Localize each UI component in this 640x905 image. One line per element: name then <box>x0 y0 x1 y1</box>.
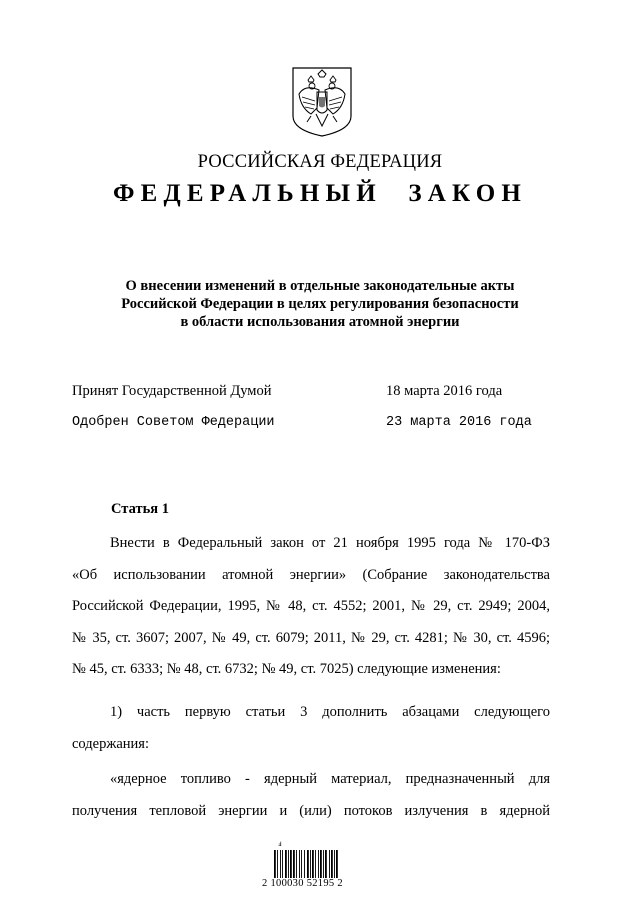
paragraph-line: «Об использовании атомной энергии» (Собрание законодательства <box>72 566 550 583</box>
article-paragraph-3 <box>72 764 550 827</box>
paragraph-line: получения тепловой энергии и (или) потоков излучения в ядерной <box>72 802 550 819</box>
paragraph-line: содержания: <box>72 735 150 752</box>
document-type: ФЕДЕРАЛЬНЫЙ ЗАКОН <box>112 180 528 207</box>
paragraph-line: Внести в Федеральный закон от 21 ноября 1995 года № 170-ФЗ <box>110 535 550 551</box>
barcode-number: 2 100030 52195 2 <box>262 878 343 889</box>
law-title-line-2: Российской Федерации в целях регулирования безопасности <box>121 296 519 312</box>
article-paragraph-2 <box>72 697 550 760</box>
article-paragraph-1 <box>72 528 550 686</box>
duma-adoption-date: 18 марта 2016 года <box>386 383 503 399</box>
coat-of-arms-emblem <box>289 64 355 138</box>
council-approval-label: Одобрен Советом Федерации <box>72 415 275 430</box>
council-approval-date: 23 марта 2016 года <box>386 415 532 430</box>
duma-adoption-label: Принят Государственной Думой <box>72 383 272 399</box>
paragraph-line: «ядерное топливо - ядерный материал, предназначенный для <box>110 771 550 787</box>
law-title-line-1: О внесении изменений в отдельные законодательные акты <box>125 278 515 294</box>
svg-text:Ⅎ: Ⅎ <box>278 842 282 848</box>
law-title <box>60 277 580 331</box>
barcode-icon <box>258 840 378 900</box>
law-title-line-3: в области использования атомной энергии <box>180 314 460 330</box>
article-heading: Статья 1 <box>111 501 169 517</box>
paragraph-line: 1) часть первую статьи 3 дополнить абзацами следующего <box>110 704 550 720</box>
country-name: РОССИЙСКАЯ ФЕДЕРАЦИЯ <box>197 152 443 172</box>
paragraph-line: № 35, ст. 3607; 2007, № 49, ст. 6079; 2011, № 29, ст. 4281; № 30, ст. 4596; <box>72 629 550 646</box>
paragraph-line: Российской Федерации, 1995, № 48, ст. 4552; 2001, № 29, ст. 2949; 2004, <box>72 598 550 614</box>
paragraph-line: № 45, ст. 6333; № 48, ст. 6732; № 49, ст. 7025) следующие изменения: <box>72 661 501 677</box>
